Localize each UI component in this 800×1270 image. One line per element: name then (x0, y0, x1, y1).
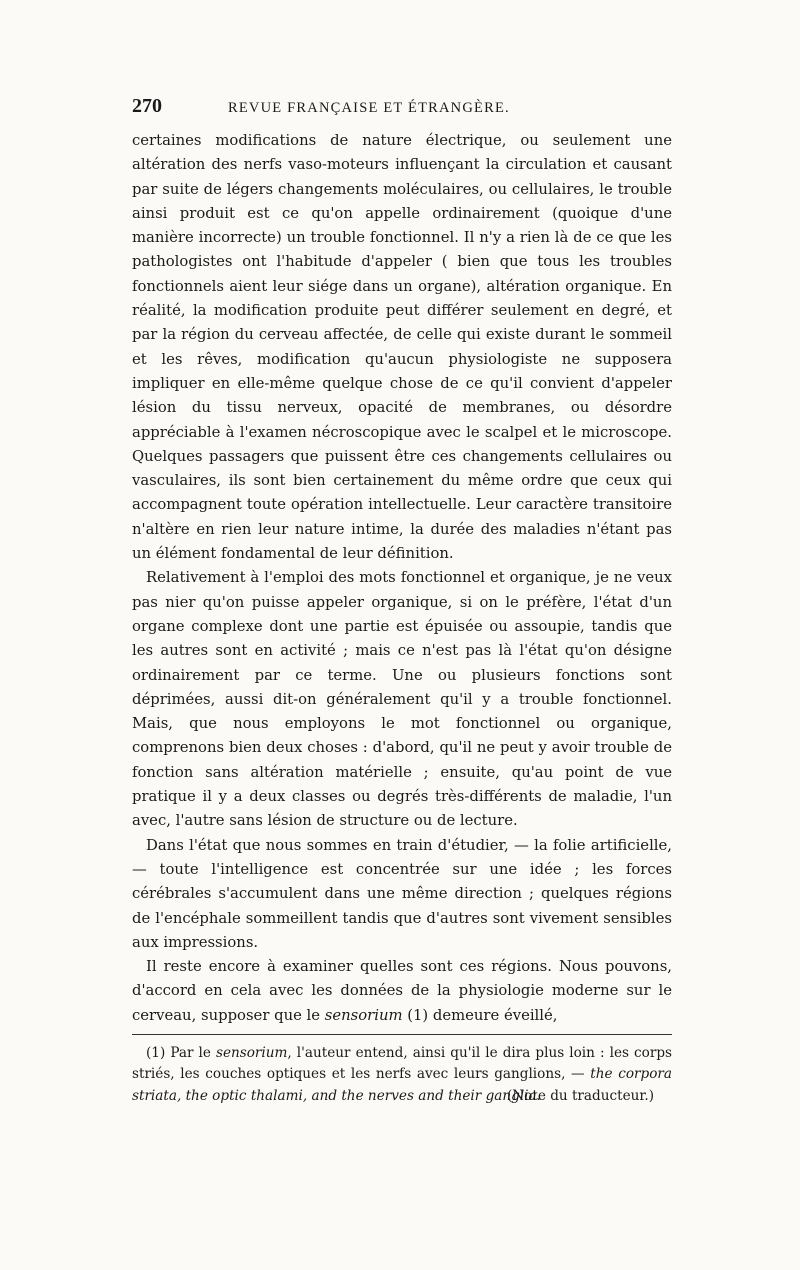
paragraph-3: Dans l'état que nous sommes en train d'étudier, — la folie artificielle, — toute l'intelligence est concentrée sur une idée ; les forces cérébrales s'accumulent dans une même direction ; quelques régions de l'encéphale sommeillent tandis que d'autres sont vivement sensibles aux impressions. (132, 836, 672, 951)
paragraph-4-text: Il reste encore à examiner quelles sont ces régions. Nous pouvons, d'accord en cela avec les données de la physiologie moderne sur le cerveau, supposer que le (132, 958, 672, 1024)
paragraph-1: certaines modifications de nature électrique, ou seulement une altération des nerfs vaso-moteurs influençant la circulation et causant par suite de légers changements moléculaires, ou cellulaires, le trouble ainsi produit est ce qu'on appelle ordinairement (quoique d'une manière incorrecte) un trouble fonctionnel. Il n'y a rien là de ce que les pathologistes ont l'habitude d'appeler ( bien que tous les troubles fonctionnels aient leur siége dans un organe), altération organique. En réalité, la modification produite peut différer seulement en degré, et par la région du cerveau affectée, de celle qui existe durant le sommeil et les rêves, modification qu'aucun physiologiste ne supposera impliquer en elle-même quelque chose de ce qu'il convient d'appeler lésion du tissu nerveux, opacité de membranes, ou désordre appréciable à l'examen nécroscopique avec le scalpel et le microscope. Quelques passagers que puissent être ces changements cellulaires ou vasculaires, ils sont bien certainement du même ordre que ceux qui accompagnent toute opération intellectuelle. Leur caractère transitoire n'altère en rien leur nature intime, la durée des maladies n'étant pas un élément fondamental de leur définition. (132, 132, 672, 563)
footnote-italic-2: the corpora striata, the optic thalami, and the nerves and their ganglia. (132, 1066, 672, 1104)
footnote-body: , l'auteur entend, ainsi qu'il le dira plus loin : les corps striés, les couches optiques et les nerfs avec leurs ganglions, — (132, 1044, 673, 1083)
body-text (132, 129, 672, 1028)
sensorium-term: sensorium (324, 1006, 403, 1024)
paragraph-4-end: (1) demeure éveillé, (402, 1006, 558, 1024)
footnote-italic-1: sensorium (215, 1044, 288, 1061)
footnote-divider (132, 1034, 672, 1035)
translator-note: (Note du traducteur.) (506, 1087, 654, 1104)
paragraph-4 (132, 955, 672, 1028)
footnote (132, 1043, 672, 1108)
paragraph-2: Relativement à l'emploi des mots fonctionnel et organique, je ne veux pas nier qu'on puisse appeler organique, si on le préfère, l'état d'un organe complexe dont une partie est épuisée ou assoupie, tandis que les autres sont en activité ; mais ce n'est pas là l'état qu'on désigne ordinairement par ce terme. Une ou plusieurs fonctions sont déprimées, aussi dit-on généralement qu'il y a trouble fonctionnel. Mais, que nous employons le mot fonctionnel ou organique, comprenons bien deux choses : d'abord, qu'il ne peut y avoir trouble de fonction sans altération matérielle ; ensuite, qu'au point de vue pratique il y a deux classes ou degrés très-différents de maladie, l'un avec, l'autre sans lésion de structure ou de lecture. (132, 569, 672, 830)
page-number: 270 (132, 95, 162, 117)
page-header (132, 95, 672, 119)
running-title: REVUE FRANÇAISE ET ÉTRANGÈRE. (228, 100, 510, 116)
footnote-marker: (1) Par le (146, 1044, 216, 1061)
page (132, 95, 672, 1107)
